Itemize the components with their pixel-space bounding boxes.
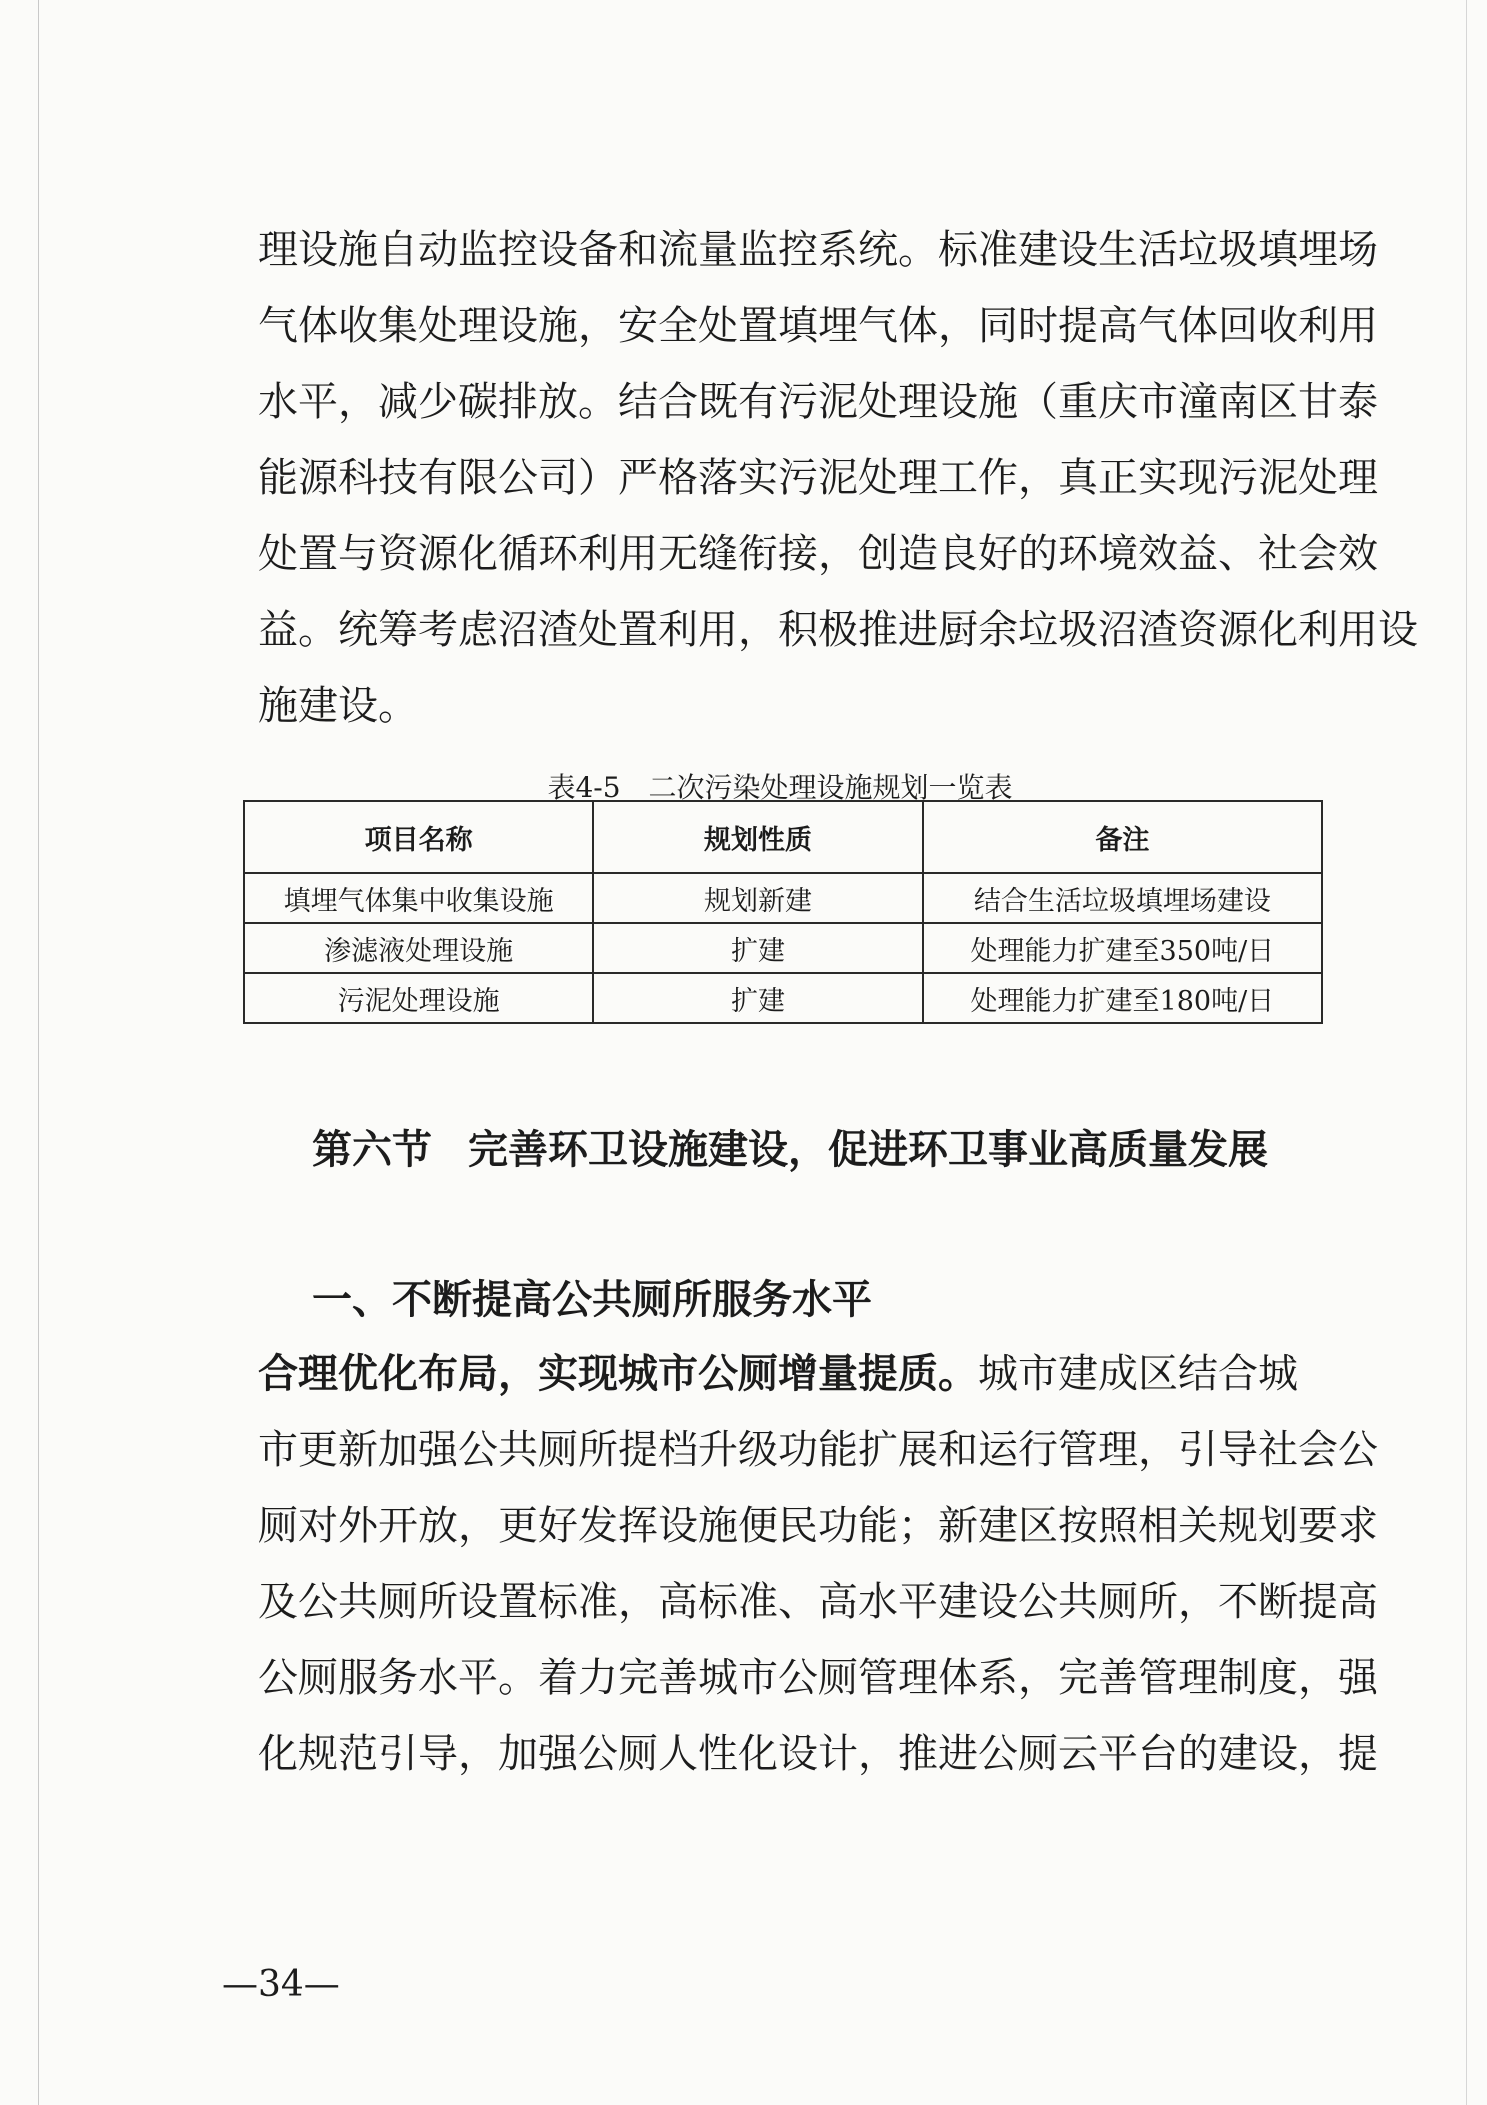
table-cell: 扩建 <box>593 973 922 1023</box>
section-number: 第六节 <box>312 1127 432 1173</box>
page-left-edge <box>38 0 39 2105</box>
subsection-heading: 一、不断提高公共厕所服务水平 <box>312 1277 872 1323</box>
table-row <box>244 923 1322 973</box>
text-line: 益。统筹考虑沼渣处置利用，积极推进厨余垃圾沼渣资源化利用设 <box>258 607 1418 653</box>
text-line: 能源科技有限公司）严格落实污泥处理工作，真正实现污泥处理 <box>258 455 1378 501</box>
text-line: 及公共厕所设置标准，高标准、高水平建设公共厕所，不断提高 <box>258 1579 1378 1625</box>
table-cell: 污泥处理设施 <box>244 973 593 1023</box>
section-title-text: 完善环卫设施建设，促进环卫事业高质量发展 <box>468 1127 1268 1173</box>
table-cell: 处理能力扩建至180吨/日 <box>923 973 1322 1023</box>
text-line <box>258 1336 1338 1412</box>
table-cell: 处理能力扩建至350吨/日 <box>923 923 1322 973</box>
section-heading <box>312 1120 1268 1180</box>
table-row <box>244 873 1322 923</box>
text-line: 水平，减少碳排放。结合既有污泥处理设施（重庆市潼南区甘泰 <box>258 379 1378 425</box>
table-cell: 渗滤液处理设施 <box>244 923 593 973</box>
table-header-row <box>244 801 1322 873</box>
bold-lead-sentence: 合理优化布局，实现城市公厕增量提质。 <box>258 1350 978 1397</box>
header-project-name: 项目名称 <box>244 801 593 873</box>
page-right-edge <box>1466 0 1467 2105</box>
page-number: —34— <box>222 1964 340 2005</box>
table-row <box>244 973 1322 1023</box>
table-cell: 扩建 <box>593 923 922 973</box>
table-cell: 规划新建 <box>593 873 922 923</box>
pollution-treatment-table <box>243 800 1323 1024</box>
text-line: 施建设。 <box>258 683 418 729</box>
table-cell: 结合生活垃圾填埋场建设 <box>923 873 1322 923</box>
paragraph-facilities <box>258 212 1418 744</box>
text-line: 气体收集处理设施，安全处置填埋气体，同时提高气体回收利用 <box>258 303 1378 349</box>
text-line: 理设施自动监控设备和流量监控系统。标准建设生活垃圾填埋场 <box>258 227 1378 273</box>
text-line: 市更新加强公共厕所提档升级功能扩展和运行管理，引导社会公 <box>258 1427 1378 1473</box>
text-line: 处置与资源化循环利用无缝衔接，创造良好的环境效益、社会效 <box>258 531 1378 577</box>
header-remarks: 备注 <box>923 801 1322 873</box>
paragraph-public-toilets <box>258 1336 1378 1792</box>
table-caption: 表4-5 二次污染处理设施规划一览表 <box>547 771 1013 804</box>
text-fragment: 城市建成区结合城 <box>978 1351 1298 1397</box>
table-cell: 填埋气体集中收集设施 <box>244 873 593 923</box>
header-plan-type: 规划性质 <box>593 801 922 873</box>
text-line: 化规范引导，加强公厕人性化设计，推进公厕云平台的建设，提 <box>258 1731 1378 1777</box>
text-line: 厕对外开放，更好发挥设施便民功能；新建区按照相关规划要求 <box>258 1503 1378 1549</box>
text-line: 公厕服务水平。着力完善城市公厕管理体系，完善管理制度，强 <box>258 1655 1378 1701</box>
